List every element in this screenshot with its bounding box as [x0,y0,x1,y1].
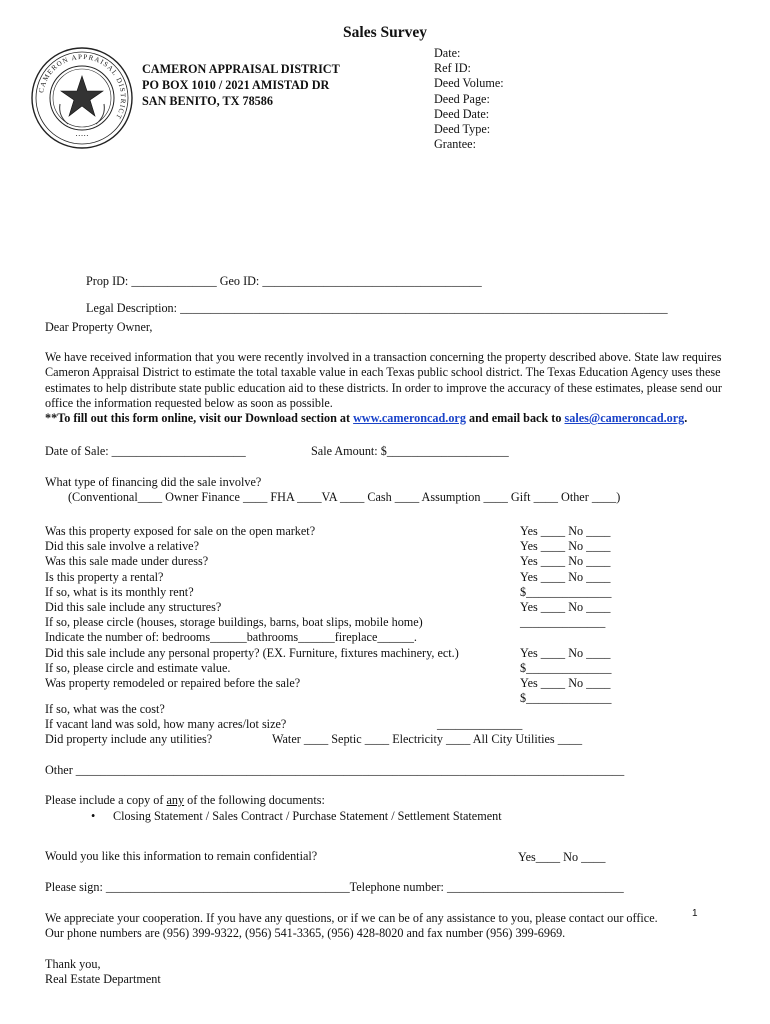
meta-deed-type: Deed Type: [434,122,491,137]
answer-cost[interactable]: $______________ [520,691,612,706]
question-rental: Is this property a rental? [45,569,164,584]
meta-date: Date: [434,46,461,60]
question-remodeled: Was property remodeled or repaired before the sale? [45,675,301,690]
answer-acres[interactable]: ______________ [437,717,523,731]
legal-description-field[interactable]: Legal Description: ________________________________________________________________________________ [86,301,668,315]
answer-room-counts [520,630,611,645]
question-room-counts[interactable]: Indicate the number of: bedrooms______bathrooms______fireplace______. [45,630,417,645]
online-suffix: . [684,411,688,425]
financing-options[interactable]: (Conventional____ Owner Finance ____ FHA ____VA ____ Cash ____ Assumption ____ Gift ____ Other ____) [68,490,621,504]
svg-text:CAMERON APPRAISAL DISTRICT: CAMERON APPRAISAL DISTRICT [37,52,128,122]
email-link[interactable]: sales@cameroncad.org [564,411,685,425]
confidential-answer[interactable]: Yes____ No ____ [518,850,606,864]
documents-intro-post: of the following documents: [184,793,325,807]
question-duress: Was this sale made under duress? [45,554,209,569]
signature-telephone-field[interactable]: Please sign: ________________________________________Telephone number: _____________________________ [45,880,624,894]
question-estimate-value: If so, please circle and estimate value. [45,660,231,675]
phone-numbers: Our phone numbers are (956) 399-9322, (956) 541-3365, (956) 428-8020 and fax number (956) 399-6969. [45,926,566,940]
intro-paragraph: We have received information that you were recently involved in a transaction concerning the property described above. State law requires Cameron Appraisal District to estimate the total taxable value in each Texas public school district. The Texas Education Agency uses these estimates to help distribute state public education aid to these districts. In order to improve the accuracy of these estimates, please send our office the information requested below as soon as possible. [45,350,722,411]
question-relative: Did this sale involve a relative? [45,539,199,554]
meta-deed-date: Deed Date: [434,106,490,121]
district-seal-logo [30,46,134,150]
meta-ref-id: Ref ID: [434,61,471,76]
meta-grantee: Grantee: [434,137,476,152]
online-instructions [45,411,687,426]
question-open-market: Was this property exposed for sale on the open market? [45,524,316,538]
online-prefix: **To fill out this form online, visit our Download section at [45,411,354,425]
answer-duress[interactable]: Yes ____ No ____ [520,554,611,569]
question-structures: Did this sale include any structures? [45,599,222,614]
svg-text:• • • • •: • • • • • [75,133,89,138]
deed-metadata [434,46,504,152]
salutation: Dear Property Owner, [45,320,153,334]
financing-question: What type of financing did the sale involve? [45,475,262,489]
question-utilities: Did property include any utilities? [45,732,213,746]
district-address [142,61,340,109]
question-personal-property: Did this sale include any personal property? (EX. Furniture, fixtures machinery, ect.) [45,645,459,660]
other-field[interactable]: Other __________________________________________________________________________________________ [45,763,625,777]
page-number: 1 [692,908,698,919]
confidential-question: Would you like this information to remain confidential? [45,849,318,863]
question-monthly-rent: If so, what is its monthly rent? [45,584,194,599]
date-of-sale-field[interactable]: Date of Sale: ______________________ [45,444,246,458]
answers-list [520,524,611,706]
answer-monthly-rent[interactable]: $______________ [520,584,612,599]
question-cost: If so, what was the cost? [45,702,165,716]
meta-deed-volume: Deed Volume: [434,76,504,91]
answer-remodeled[interactable]: Yes ____ No ____ [520,675,611,690]
questions-list [45,524,459,691]
question-structure-types: If so, please circle (houses, storage buildings, barns, boat slips, mobile home) [45,615,423,630]
department-signoff: Real Estate Department [45,972,161,986]
sale-amount-field[interactable]: Sale Amount: $____________________ [311,444,509,458]
documents-intro-pre: Please include a copy of [45,793,167,807]
meta-deed-page: Deed Page: [434,91,490,106]
address-line-2: PO BOX 1010 / 2021 AMISTAD DR [142,78,330,92]
address-line-3: SAN BENITO, TX 78586 [142,94,273,108]
address-line-1: CAMERON APPRAISAL DISTRICT [142,62,340,76]
answer-estimate-value[interactable]: $______________ [520,660,612,675]
answer-utilities[interactable]: Water ____ Septic ____ Electricity ____ All City Utilities ____ [272,732,583,746]
website-link[interactable]: www.cameroncad.org [353,411,466,425]
page-title: Sales Survey [343,24,427,41]
online-middle: and email back to [465,411,565,425]
answer-open-market[interactable]: Yes ____ No ____ [520,524,611,538]
answer-relative[interactable]: Yes ____ No ____ [520,539,611,554]
answer-personal-property[interactable]: Yes ____ No ____ [520,645,611,660]
prop-geo-id-field[interactable]: Prop ID: ______________ Geo ID: ____________________________________ [86,274,482,288]
documents-list: Closing Statement / Sales Contract / Purchase Statement / Settlement Statement [113,809,502,823]
documents-intro [45,793,325,808]
answer-rental[interactable]: Yes ____ No ____ [520,569,611,584]
closing-paragraph: We appreciate your cooperation. If you have any questions, or if we can be of any assistance to you, please contact our office. [45,911,658,925]
bullet-icon: • [91,809,96,823]
documents-intro-any: any [166,793,185,807]
question-acres: If vacant land was sold, how many acres/lot size? [45,717,287,731]
answer-structures[interactable]: Yes ____ No ____ [520,599,611,614]
answer-structure-types[interactable]: ______________ [520,615,606,630]
thank-you: Thank you, [45,957,101,971]
